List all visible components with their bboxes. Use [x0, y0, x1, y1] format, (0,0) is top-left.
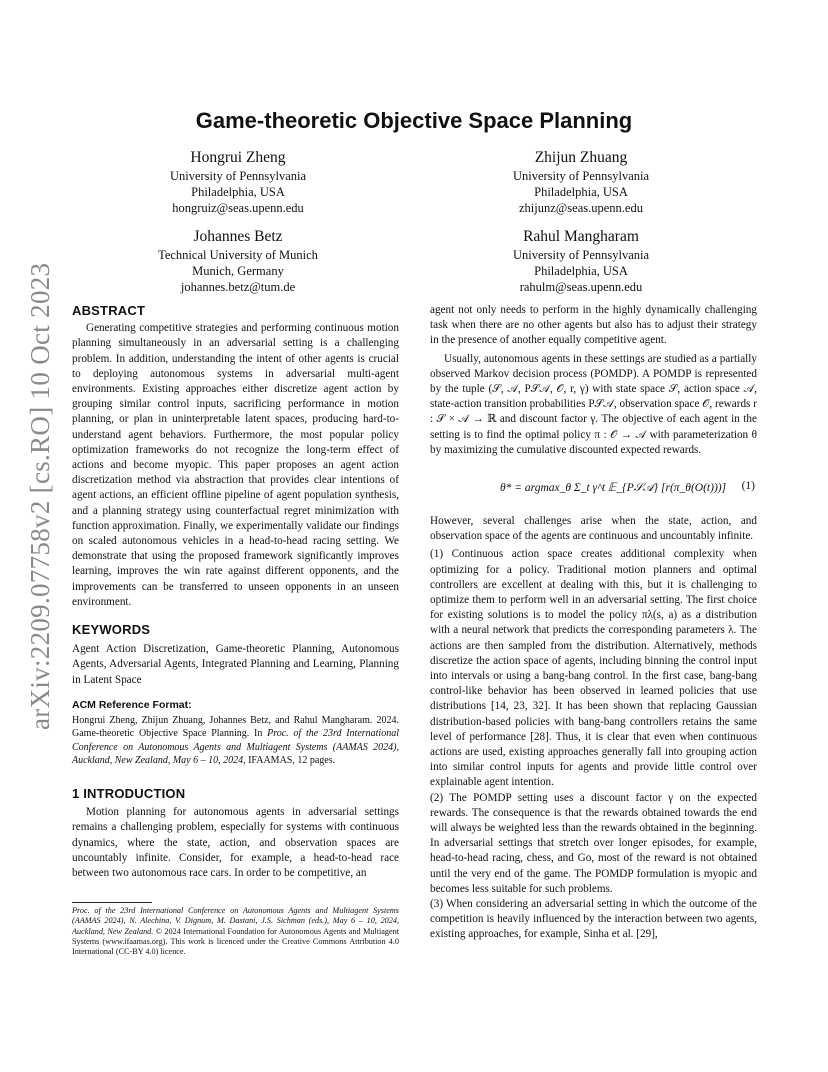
author-block [88, 148, 388, 216]
footnote-rule [72, 902, 152, 903]
acm-reference-heading: ACM Reference Format: [72, 698, 192, 711]
author-location: Philadelphia, USA [191, 185, 285, 199]
author-location: Philadelphia, USA [534, 264, 628, 278]
acm-reference-authors: Hongrui Zheng, Zhijun Zhuang, Johannes Betz, and Rahul Mangharam. 2024. Game-theoretic Objective Space Planning. In [72, 715, 399, 740]
author-block [431, 227, 731, 295]
challenge-item-3: (3) When considering an adversarial setting in which the outcome of the competition is heavily influenced by the interaction between two agents, existing approaches, for example, Sinha et al. [29], [430, 898, 757, 941]
acm-reference-venue: Proc. of the 23rd International Conference on Autonomous Agents and Multiagent Systems (AAMAS 2024), Auckland, New Zealand, May 6 – 10, 2024, [72, 728, 399, 767]
author-affiliation: Technical University of Munich [158, 248, 318, 262]
keywords-text: Agent Action Discretization, Game-theoretic Planning, Autonomous Agents, Adversarial Agents, Integrated Planning and Learning, Planning in Latent Space [72, 643, 399, 686]
author-affiliation: University of Pennsylvania [169, 169, 307, 183]
author-email: rahulm@seas.upenn.edu [519, 280, 643, 294]
keywords-heading: KEYWORDS [72, 622, 151, 638]
author-name: Zhijun Zhuang [534, 149, 628, 166]
author-block [88, 227, 388, 295]
equation-1 [430, 478, 757, 504]
footnote [72, 906, 399, 957]
introduction-section [72, 786, 399, 881]
body-paragraph: However, several challenges arise when the state, action, and observation space of the agents are continuous and uncountably infinite. [430, 515, 757, 543]
author-affiliation: University of Pennsylvania [512, 248, 650, 262]
footnote-venue: Proc. of the 23rd International Conference on Autonomous Agents and Multiagent Systems (AAMAS 2024), N. Alechina, V. Dignum, M. Dastani, J.S. Sichman (eds.), May 6 – 10, 2024, Auckland, New Zealand. [72, 906, 399, 936]
author-location: Philadelphia, USA [534, 185, 628, 199]
left-column [72, 303, 399, 768]
equation-expression: θ* = argmax_θ Σ_t γ^t 𝔼_{P𝒮𝒜} [r(π_θ(O(t)))] [500, 482, 727, 494]
author-block [431, 148, 731, 216]
challenge-item-2: (2) The POMDP setting uses a discount factor γ on the expected rewards. The consequence is that the rewards obtained towards the end will always be weighted less than the rewards obtained in the beginning. In adversarial settings that stretch over longer episodes, for example, head-to-head racing, chess, and Go, most of the reward is not obtained until the very end of the game. The POMDP formulation is myopic and becomes less suitable for such problems. [430, 791, 757, 895]
body-paragraph: Usually, autonomous agents in these settings are studied as a partially observed Markov decision process (POMDP). A POMDP is represented by the tuple (𝒮, 𝒜, P𝒮𝒜, 𝒪, r, γ) with state space 𝒮, action space 𝒜, state-action transition probabilities P𝒮𝒜, observation space 𝒪, rewards r : 𝒮 × 𝒜 → ℝ and discount factor γ. The objective of each agent in the setting is to find the optimal policy π : 𝒪 → 𝒜 with parameterization θ by maximizing the cumulative discounted expected rewards. [430, 352, 757, 456]
author-name: Johannes Betz [193, 228, 283, 245]
arxiv-identifier: arXiv:2209.07758v2 [cs.RO] 10 Oct 2023 [25, 262, 55, 730]
author-location: Munich, Germany [192, 264, 284, 278]
abstract-text: Generating competitive strategies and performing continuous motion planning simultaneously in an adversarial setting is a challenging problem. In addition, understanding the intent of other agents is crucial to deploying autonomous systems in adversarial multi-agent environments. Existing approaches either discretize agent action by grouping similar control inputs, sacrificing performance in motion planning, or plan in uninterpretable latent spaces, producing hard-to-understand agent behaviors. Furthermore, the most popular policy optimization frameworks do not recognize the long-term effect of actions and become myopic. This paper proposes an agent action discretization method via abstraction that provides clear intentions of agent actions, an efficient offline pipeline of agent population synthesis, and a planning strategy using counterfactual regret minimization with function approximation. Finally, we experimentally validate our findings on scaled autonomous vehicles in a head-to-head racing setting. We demonstrate that using the proposed framework significantly improves learning, improves the win rate against different opponents, and the improvements can be transferred to unseen opponents in an unseen environment. [72, 322, 399, 608]
right-column-top [430, 303, 757, 458]
author-email: johannes.betz@tum.de [180, 280, 296, 294]
introduction-heading: 1 INTRODUCTION [72, 786, 186, 801]
right-column-bottom [430, 514, 757, 943]
footnote-copyright: © 2024 International Foundation for Autonomous Agents and Multiagent Systems (www.ifaamas.org). This work is licenced under the Creative Commons Attribution 4.0 International (CC-BY 4.0) licence. [72, 926, 399, 957]
author-name: Hongrui Zheng [190, 149, 286, 166]
author-email: hongruiz@seas.upenn.edu [172, 201, 304, 215]
abstract-heading: ABSTRACT [72, 303, 146, 318]
equation-number: (1) [741, 480, 755, 492]
challenge-item-1: (1) Continuous action space creates additional complexity when optimizing for a policy. Traditional motion planners and optimal controllers are excellent at dealing with this, but it is challenging to optimize them to perform well in an adversarial setting. The first choice for existing solutions is to model the policy πλ(s, a) as a distribution with a neural network that predicts the corresponding parameters λ. The actions are then sampled from the distribution. Alternatively, methods discretize the action space of agents, including binning the control input into intervals or using a bang-bang control. In the first case, bang-bang control-like behavior has been observed in learned policies that use distributions [14, 23, 32]. It has been shown that replacing Gaussian distribution-based policies with bang-bang controllers retains the same level of performance [28]. Thus, it is clear that even when continuous actions are used, existing approaches generally fall into grouping action into similar control inputs for agents and provide little control over explainable agent intention. [430, 548, 757, 789]
introduction-text: Motion planning for autonomous agents in adversarial settings remains a challenging problem, especially for systems with continuous dynamics, where the state, action, and observation spaces are uncountably infinite. Consider, for example, a head-to-head race between two autonomous race cars. In order to be competitive, an [72, 806, 399, 880]
author-email: zhijunz@seas.upenn.edu [519, 201, 643, 215]
paper-title: Game-theoretic Objective Space Planning [195, 108, 633, 133]
body-paragraph: agent not only needs to perform in the highly dynamically challenging task when there are no other agents but also has to adjust their strategy in the presence of another equally competitive agent. [430, 304, 757, 347]
author-name: Rahul Mangharam [523, 228, 639, 245]
acm-reference-publisher: IFAAMAS, 12 pages. [245, 755, 336, 767]
author-affiliation: University of Pennsylvania [512, 169, 650, 183]
acm-reference-text [72, 714, 399, 768]
